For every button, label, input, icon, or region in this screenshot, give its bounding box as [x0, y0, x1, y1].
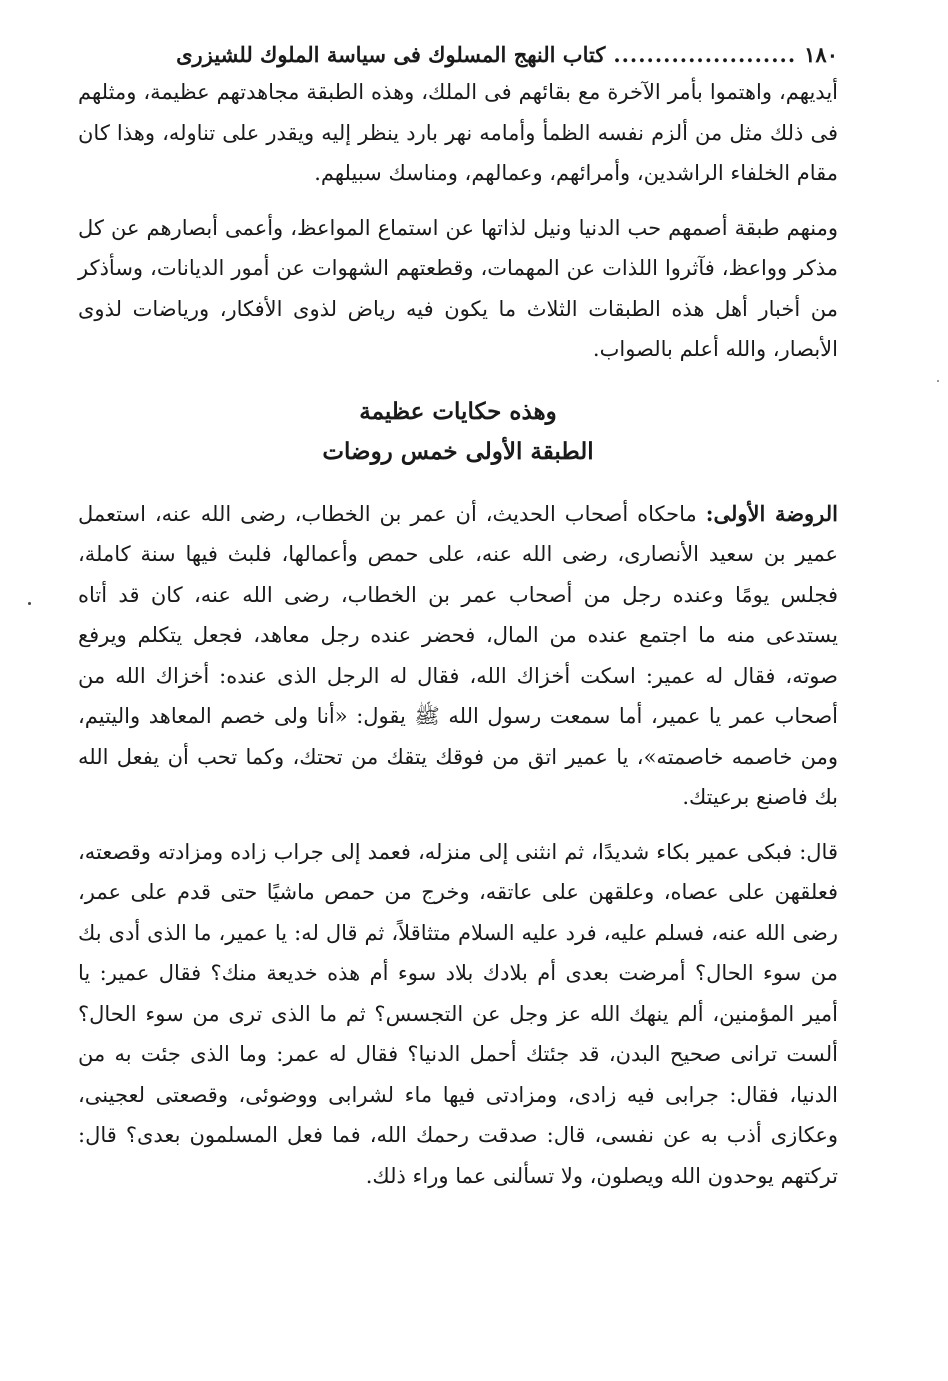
- rawda-text: ماحكاه أصحاب الحديث، أن عمر بن الخطاب، رضى الله عنه، استعمل عمير بن سعيد الأنصارى، رضى الله عنه، على حمص وأعمالها، فلبث فيها سنة كاملة، فجلس يومًا وعنده رجل من أصحاب عمر بن الخطاب، رضى الله عنه، كان قد أتاه يستدعى منه ما اجتمع عنده من المال، فحضر عنده رجل معاهد، فجعل يتكلم ويرفع صوته، فقال له عمير: اسكت أخزاك الله، فقال له الرجل الذى عنده: أخزاك الله من أصحاب عمر يا عمير، أما سمعت رسول الله ﷺ يقول: «أنا ولى خصم المعاهد واليتيم، ومن خاصمه خاصمته»، يا عمير اتق من فوقك يتقك من تحتك، وكما تحب أن يفعل الله بك فاصنع برعيتك.: [78, 501, 838, 809]
- margin-speck: [28, 602, 31, 605]
- rawda-lead-term: الروضة الأولى:: [705, 500, 839, 526]
- section-heading: وهذه حكايات عظيمة: [359, 397, 557, 425]
- section-spacer: [78, 370, 838, 392]
- paragraph-3: قال: فبكى عمير بكاء شديدًا، ثم انثنى إلى منزله، فعمد إلى جراب زاده ومزادته وقصعته، فعلقهن على عصاه، وعلقهن على عاتقه، وخرج من حمص ماشيًا حتى قدم على عمر، رضى الله عنه، فسلم عليه، فرد عليه السلام متثاقلاً، ثم قال له: يا عمير، ما الذى أدى بك من سوء الحال؟ أمرضت بعدى أم بلادك بلاد سوء أم هذه خديعة منك؟ فقال عمير: يا أمير المؤمنين، ألم ينهك الله عز وجل عن التجسس؟ ثم ما الذى ترى من سوء الحال؟ ألست ترانى صحيح البدن، قد جئتك أحمل الدنيا؟ فقال له عمر: وما الذى جئت به من الدنيا، فقال: جرابى فيه زادى، ومزادتى فيها ماء لشرابى ووضوئى، وقصعتى لعجينى، وعكازى أذب به عن نفسى، قال: صدقت رحمك الله، فما فعل المسلمون بعدى؟ قال: تركتهم يوحدون الله ويصلون، ولا تسألنى عما وراء ذلك.: [78, 839, 838, 1188]
- paragraph-spacer: [78, 818, 838, 832]
- paragraph-spacer: [78, 194, 838, 208]
- section-subheading: الطبقة الأولى خمس روضات: [322, 437, 594, 465]
- section-spacer: [78, 472, 838, 494]
- book-title: كتاب النهج المسلوك فى سياسة الملوك للشيزرى: [176, 42, 606, 67]
- page-number: ١٨٠: [804, 42, 838, 67]
- header-leader-dots: ......................: [613, 42, 797, 67]
- running-header: [78, 38, 838, 72]
- book-page: [78, 38, 838, 1196]
- paragraph-2: ومنهم طبقة أصمهم حب الدنيا ونيل لذاتها عن استماع المواعظ، وأعمى أبصارهم عن كل مذكر وواعظ، فآثروا اللذات عن المهمات، وقطعتهم الشهوات عن أمور الديانات، وسأذكر من أخبار أهل هذه الطبقات الثلاث ما يكون فيه رياض لذوى الأفكار، ورياضات لذوى الأبصار، والله أعلم بالصواب.: [78, 215, 838, 361]
- paragraph-1: أيديهم، واهتموا بأمر الآخرة مع بقائهم فى الملك، وهذه الطبقة مجاهدتهم عظيمة، ومثلهم فى ذلك مثل من ألزم نفسه الظمأ وأمامه نهر بارد ينظر إليه ويقدر على تناوله، وهذا كان مقام الخلفاء الراشدين، وأمرائهم، وعمالهم، ومناسك سبيلهم.: [78, 80, 838, 185]
- paragraph-rawda-1: [78, 494, 838, 818]
- margin-speck: [937, 380, 939, 382]
